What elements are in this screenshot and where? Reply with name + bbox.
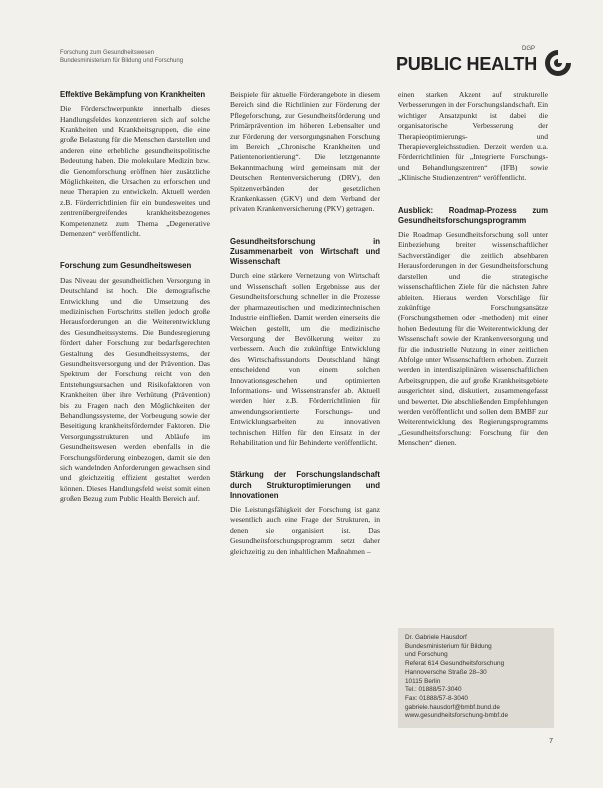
body-paragraph: Die Leistungsfähigkeit der Forschung ist ganz wesentlich auch eine Frage der Strukturen, in denen sie organisiert ist. Das Gesundheitsforschungsprogramm setzt daher gleichzeitig zu den inhaltlichen Maßnahmen –: [230, 505, 380, 556]
contact-box: [398, 628, 554, 728]
contact-line: Hannoversche Straße 28–30: [405, 668, 487, 676]
contact-line: 10115 Berlin: [405, 677, 441, 685]
page-number: 7: [549, 738, 553, 745]
contact-phone: Tel.: 01888/57-3040: [405, 686, 462, 694]
contact-line: Bundesministerium für Bildung: [405, 642, 492, 650]
section-heading: Forschung zum Gesundheitswesen: [60, 261, 192, 271]
body-paragraph: einen starken Akzent auf strukturelle Verbesserungen in der Forschungslandschaft. Ein wichtiger Ansatzpunkt ist dabei die organisatorische Verbesserung der Therapieoptimierungs- und Therapievergleichsstudien. Derzeit werden u.a. Förderrichtlinien für „Integrierte Forschungs- und Behandlungszentren“ (IFB) sowie „Klinische Studienzentren“ veröffentlicht.: [398, 90, 548, 183]
section-heading: Gesundheitsforschung in Zusammenarbeit von Wirtschaft und Wissenschaft: [230, 236, 380, 267]
brand-superscript: DGP: [521, 46, 535, 52]
contact-website-link[interactable]: www.gesundheitsforschung-bmbf.de: [405, 712, 509, 720]
text-column-2: [230, 90, 380, 567]
running-header: [60, 49, 183, 65]
body-paragraph: Durch eine stärkere Vernetzung von Wirtschaft und Wissenschaft sollen Ergebnisse aus der Gesundheitsforschung schneller in die Prozesse der pharmazeutischen und medizintechnischen Industrie einfließen. Damit werden einerseits die Weichen gestellt, um die medizinische Versorgung der Bevölkerung weiter zu verbessern. Auch die zukünftige Entwicklung des Wirtschaftsstandorts Deutschland hängt entscheidend von einem solchen Innovationsgeschehen und optimierten Informations- und Wissenstransfer ab. Aktuell werden hier z.B. Förderrichtlinien für anwendungsorientierte Forschungs- und Entwicklungsarbeiten zu innovativen technischen Hilfen für den Einsatz in der Rehabilitation und für Behinderte veröffentlicht.: [230, 271, 380, 447]
contact-line: und Forschung: [405, 651, 448, 659]
body-paragraph: Das Niveau der gesundheitlichen Versorgung in Deutschland ist hoch. Die demografische Entwicklung und die Umsetzung des medizinischen Fortschritts stellen jedoch große Herausforderungen an die Weiterentwicklung des Gesundheitssystems. Die Bundesregierung fördert daher Forschung zur bedarfsgerechten Gestaltung des Gesundheitssystems, der Gesundheitsversorgung und der Prävention. Das Spektrum der Forschung reicht von den Entstehungsursachen und Risikofaktoren von Krankheiten über ihre Verhütung (Prävention) bis zu Fragen nach den Möglichkeiten der Behandlungssysteme, der Vorbeugung sowie der Beseitigung krankheitsfördernder Faktoren. Die Versorgungsstrukturen und Abläufe im Gesundheitswesen werden ebenfalls in die Forschungsförderung einbezogen, damit sie den sich wandelnden Anforderungen gewachsen sind und gleichzeitig effizient gestaltet werden können. Dieses Handlungsfeld weist somit einen großen Bezug zum Public Health Bereich auf.: [60, 275, 210, 504]
body-paragraph: Die Roadmap Gesundheitsforschung soll unter Einbeziehung breiter wissenschaftlicher Sachverständiger die zeitlich absehbaren Herausforderungen in der Gesundheitsforschung darstellen und die strategische wissenschaftlichen Ziele für die nächsten Jahre ableiten. Hieraus werden Vorschläge für zukünftige Forschungsansätze (Forschungsthemen oder -methoden) mit einer hohen Bedeutung für die Weiterentwicklung der Wissenschaft sowie der Krankenversorgung und für die industrielle Nutzung in einer zeitlichen Abfolge unter Wissenschaftlern erhoben. Zurzeit werden in interdisziplinären wissenschaftlichen Arbeitsgruppen, die auf große Krankheitsgebiete ausgerichtet sind, diskutiert, zusammengefasst und bewertet. Die abschließenden Empfehlungen werden veröffentlicht und sollen dem BMBF zur Weiterentwicklung des Regierungsprogramms „Gesundheitsforschung: Forschung für den Menschen“ dienen.: [398, 230, 548, 448]
running-header-line-2: Bundesministerium für Bildung und Forschung: [60, 58, 184, 64]
logo-swirl-icon: [543, 48, 573, 78]
section-heading: Stärkung der Forschungslandschaft durch Strukturoptimierungen und Innovationen: [230, 470, 380, 500]
public-health-logo: [393, 44, 573, 84]
contact-line: Referat 614 Gesundheitsforschung: [405, 660, 505, 668]
contact-email-link[interactable]: gabriele.hausdorf@bmbf.bund.de: [405, 703, 500, 711]
text-column-1: [60, 90, 210, 515]
contact-fax: Fax: 01888/57-8-3040: [405, 694, 468, 702]
section-heading: Effektive Bekämpfung von Krankheiten: [60, 90, 206, 99]
brand-title: PUBLIC HEALTH: [395, 54, 537, 74]
running-header-line-1: Forschung zum Gesundheitswesen: [60, 50, 155, 56]
body-paragraph: Die Förderschwerpunkte innerhalb dieses Handlungsfeldes konzentrieren sich auf solche Krankheiten und Krankheitsgruppen, die eine große Belastung für die Menschen darstellen und anderen eine erhebliche gesundheitspolitische Bedeutung haben. Die molekulare Medizin bzw. die Genomforschung eröffnen hier zusätzliche Möglichkeiten, die Ursachen zu erforschen und neue Therapien zu entwickeln. Aktuell werden z.B. Förderrichtlinien für ein bundesweites und zentrenübergreifendes krankheitsbezogenes Kompetenznetz zum Thema „Degenerative Demenzen“ veröffentlicht.: [60, 104, 210, 239]
body-paragraph: Beispiele für aktuelle Förderangebote in diesem Bereich sind die Richtlinien zur Förderung der Pflegeforschung, zur Gesundheitsförderung und Primärprävention im höheren Lebensalter und zur Förderung der versorgungsnahen Forschung im Bereich „Chronische Krankheiten und Patientenorientierung“. Die letztgenannte Bekanntmachung wird gemeinsam mit der Deutschen Rentenversicherung (DRV), den Spitzenverbänden der gesetzlichen Krankenkassen (GKV) und dem Verband der privaten Krankenversicherung (PKV) getragen.: [230, 90, 380, 214]
text-column-3: [398, 90, 548, 459]
contact-name: Dr. Gabriele Hausdorf: [405, 634, 467, 641]
section-heading: Ausblick: Roadmap-Prozess zum Gesundheitsforschungsprogramm: [398, 205, 548, 225]
